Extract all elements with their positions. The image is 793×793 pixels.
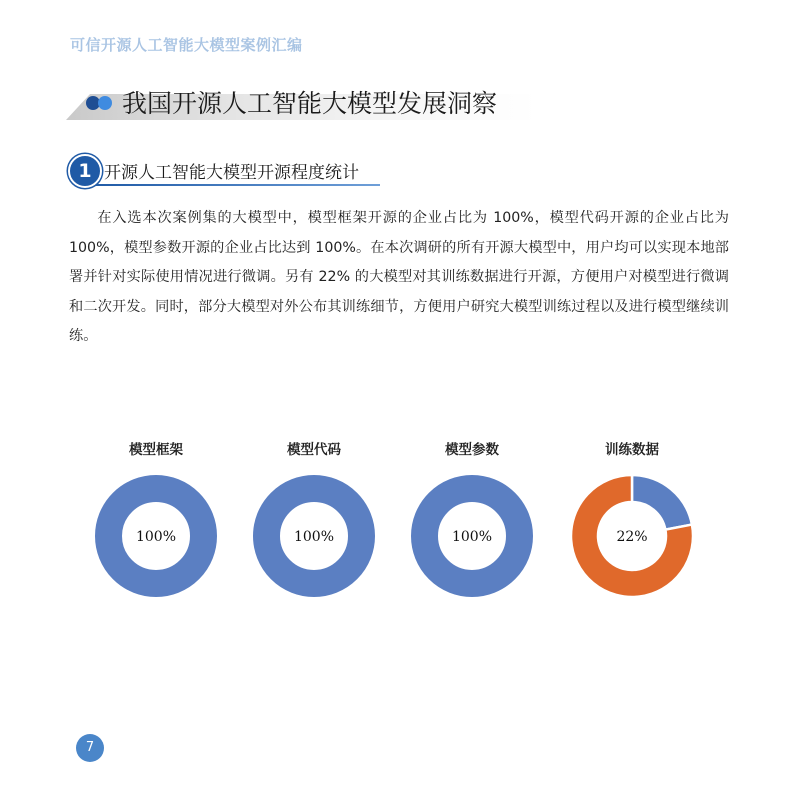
donut-svg [562, 472, 702, 602]
running-header: 可信开源人工智能大模型案例汇编 [70, 36, 303, 54]
donut-svg [86, 472, 226, 602]
subsection-underline [90, 184, 380, 186]
donut-slice [632, 475, 692, 530]
donut-center-label: 100% [293, 529, 335, 545]
donut-svg [402, 472, 542, 602]
donut-title: 模型参数 [445, 442, 499, 458]
banner-dots-icon [86, 96, 116, 110]
donut-chart-framework [86, 436, 226, 616]
light-dot-icon [98, 96, 112, 110]
section-title: 我国开源人工智能大模型发展洞察 [122, 89, 498, 118]
body-paragraph: 在入选本次案例集的大模型中，模型框架开源的企业占比为 100%，模型代码开源的企业占比为 100%，模型参数开源的企业占比达到 100%。在本次调研的所有开源大模型中，用户均可以实现本地部署并针对实际使用情况进行微调。另有 22% 的大模型对其训练数据进行开源，方便用户对模型进行微调和二次开发。同时，部分大模型对外公布其训练细节，方便用户研究大模型训练过程以及进行模型继续训练。 [69, 210, 729, 344]
donut-center-label: 100% [135, 529, 177, 545]
donut-center-label: 100% [451, 529, 493, 545]
donut-svg [244, 472, 384, 602]
subsection-title: 开源人工智能大模型开源程度统计 [104, 163, 359, 183]
donut-center-label: 22% [616, 529, 648, 545]
donut-chart-code [244, 436, 384, 616]
page-number-badge: 7 [76, 734, 104, 762]
donut-title: 训练数据 [605, 442, 659, 458]
donut-title: 模型代码 [287, 442, 341, 458]
subsection-number-badge: 1 [68, 154, 102, 188]
section-banner [66, 80, 546, 124]
subsection-heading [68, 152, 388, 188]
donut-chart-training-data [562, 436, 702, 616]
donut-charts-row [0, 436, 793, 616]
donut-chart-parameters [402, 436, 542, 616]
donut-title: 模型框架 [129, 442, 183, 458]
